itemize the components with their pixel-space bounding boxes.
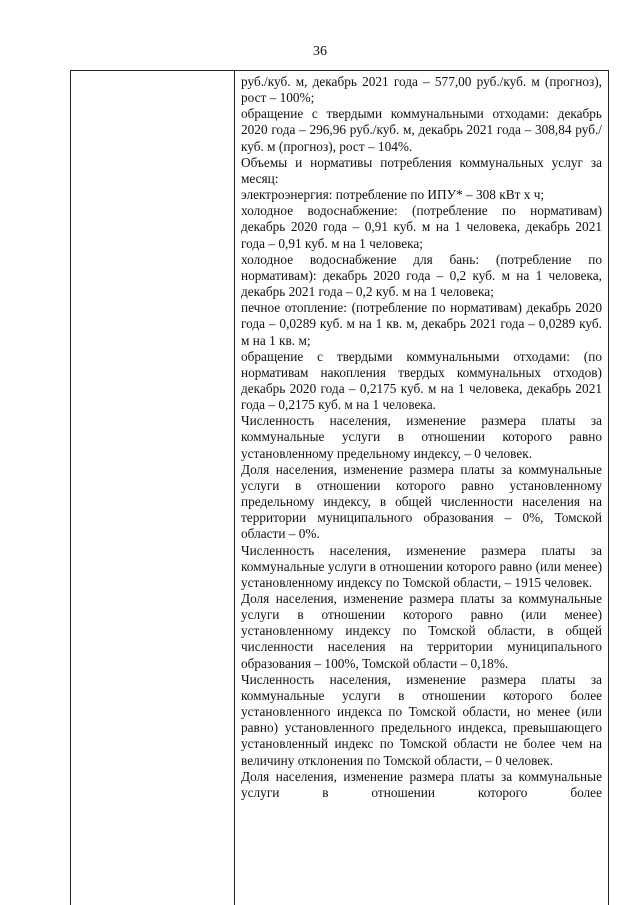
paragraph-cold-water: холодное водоснабжение: (потребление по нормативам) декабрь 2020 года – 0,91 куб. м на 1 человека, декабрь 2021 года – 0,91 куб. м на 1 человека; <box>241 203 602 251</box>
paragraph-share-limit-index: Доля населения, изменение размера платы за коммунальные услуги в отношении которого равно установленному предельному индексу, в общей численности населения на территории муниципального образования – 0%, Томской области – 0%. <box>241 461 602 542</box>
page-number: 36 <box>313 44 327 59</box>
paragraph-cold-water-baths: холодное водоснабжение для бань: (потребление по нормативам): декабрь 2020 года – 0,2 куб. м на 1 человека, декабрь 2021 года – 0,2 куб. м на 1 человека; <box>241 251 602 300</box>
paragraph-share-above-index: Доля населения, изменение размера платы за коммунальные услуги в отношении которого более <box>241 768 602 800</box>
document-table <box>70 70 609 905</box>
paragraph-share-regional-index: Доля населения, изменение размера платы за коммунальные услуги в отношении которого равно (или менее) установленному индексу по Томской области, в общей численности населения на территории муниципального образования – 100%, Томской области – 0,18%. <box>241 591 602 671</box>
paragraph-population-above-index: Численность населения, изменение размера платы за коммунальные услуги в отношении которого более установленного индекса по Томской области, но менее (или равно) установленного предельного индекса, превышающего установленный индекс по Томской области не более чем на величину отклонения по Томской области, – 0 человек. <box>241 671 602 768</box>
paragraph-population-limit-index: Численность населения, изменение размера платы за коммунальные услуги в отношении которого равно установленному предельному индексу, – 0 человек. <box>241 413 602 461</box>
paragraph-electricity: электроэнергия: потребление по ИПУ* – 308 кВт х ч; <box>241 187 545 203</box>
paragraph-stove-heating: печное отопление: (потребление по нормативам) декабрь 2020 года – 0,0289 куб. м на 1 кв. м, декабрь 2021 года – 0,0289 куб. м на 1 кв. м; <box>241 300 602 348</box>
paragraph-solid-waste-norms: обращение с твердыми коммунальными отходами: (по нормативам накопления твердых коммунальных отходов) декабрь 2020 года – 0,2175 куб. м на 1 человека, декабрь 2021 года – 0,2175 куб. м на 1 человека. <box>241 348 602 413</box>
paragraph-population-regional-index: Численность населения, изменение размера платы за коммунальные услуги в отношении которого равно (или менее) установленному индексу по Томской области, – 1915 человек. <box>241 542 602 590</box>
paragraph-consumption-heading: Объемы и нормативы потребления коммунальных услуг за месяц: <box>241 154 602 186</box>
paragraph-tariff-solid-waste: обращение с твердыми коммунальными отходами: декабрь 2020 года – 296,96 руб./куб. м, декабрь 2021 года – 308,84 руб./куб. м (прогноз), рост – 104%. <box>241 106 602 154</box>
table-left-column <box>71 71 235 905</box>
paragraph-tariff-water-end: руб./куб. м, декабрь 2021 года – 577,00 руб./куб. м (прогноз), рост – 100%; <box>241 74 602 106</box>
table-right-column <box>235 71 608 905</box>
